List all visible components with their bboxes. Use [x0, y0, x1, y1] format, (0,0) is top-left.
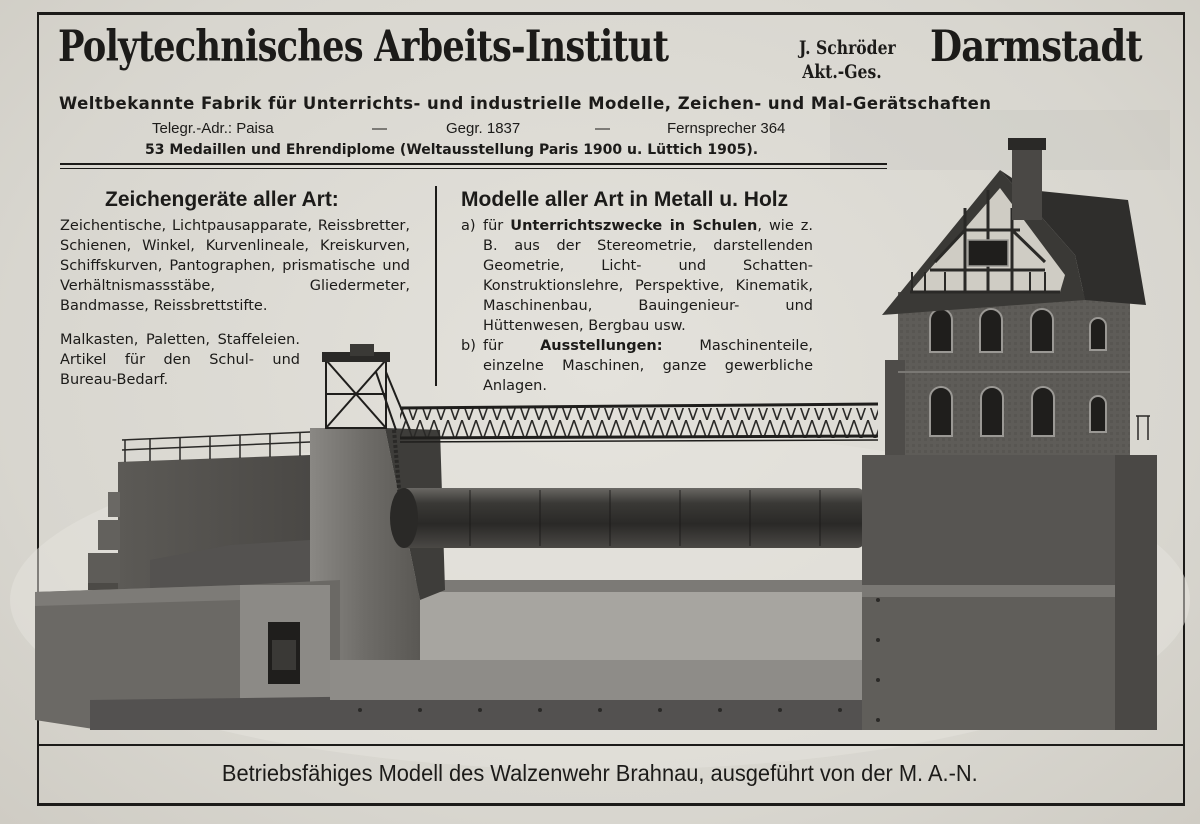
right-column-heading: Modelle aller Art in Metall u. Holz [461, 188, 789, 211]
item-bold-label: Unterrichtszwecke in Schulen [510, 218, 758, 234]
firm-name-line2: Akt.-Ges. [802, 61, 882, 83]
company-title: Polytechnisches Arbeits-Institut [58, 22, 669, 72]
item-lead: für [483, 338, 541, 354]
city-name: Darmstadt [930, 22, 1142, 72]
item-text: Maschinenteile, einzelne Maschinen, ganze gewerbliche Anlagen. [483, 338, 813, 394]
caption-text: Betriebsfähiges Modell des Walzenwehr Brahnau, ausgeführt von der M. A.-N. [222, 760, 978, 786]
medals-line: 53 Medaillen und Ehrendiplome (Weltausstellung Paris 1900 u. Lüttich 1905). [145, 142, 759, 158]
list-marker: b) [461, 338, 476, 354]
item-bold-label: Ausstellungen: [540, 338, 663, 354]
item-lead: für [483, 218, 511, 234]
caption-rule [37, 744, 1185, 746]
left-column-heading: Zeichengeräte aller Art: [105, 188, 339, 211]
separator-dash-2: — [595, 120, 610, 137]
item-text: , wie z. B. aus der Stereometrie, darstellenden Geometrie, Licht- und Schatten-Konstruktionslehre, Perspektive, Kinematik, Maschinenbau, Bauingenieur- und Hüttenwesen, Bergbau usw. [483, 218, 814, 334]
illustration-caption [0, 760, 1200, 787]
school-supplies-text: Malkasten, Paletten, Staffeleien. Artikel für den Schul- und Bureau-Bedarf. [60, 332, 300, 388]
firm-name-line1: J. Schröder [799, 37, 896, 59]
phone-number: Fernsprecher 364 [667, 120, 786, 137]
company-subtitle: Weltbekannte Fabrik für Unterrichts- und industrielle Modelle, Zeichen- und Mal-Gerätschaften [59, 94, 992, 114]
telegram-address: Telegr.-Adr.: Paisa [152, 120, 274, 137]
separator-dash-1: — [372, 120, 387, 137]
list-marker: a) [461, 218, 476, 234]
founding-year: Gegr. 1837 [446, 120, 521, 137]
drawing-tools-list: Zeichentische, Lichtpausapparate, Reissbretter, Schienen, Winkel, Kurvenlineale, Kreiskurven, Schiffskurven, Pantographen, prismatische und Verhältnismassstäbe, Gliedermeter, Bandmasse, Reissbrettstifte. [60, 218, 410, 314]
